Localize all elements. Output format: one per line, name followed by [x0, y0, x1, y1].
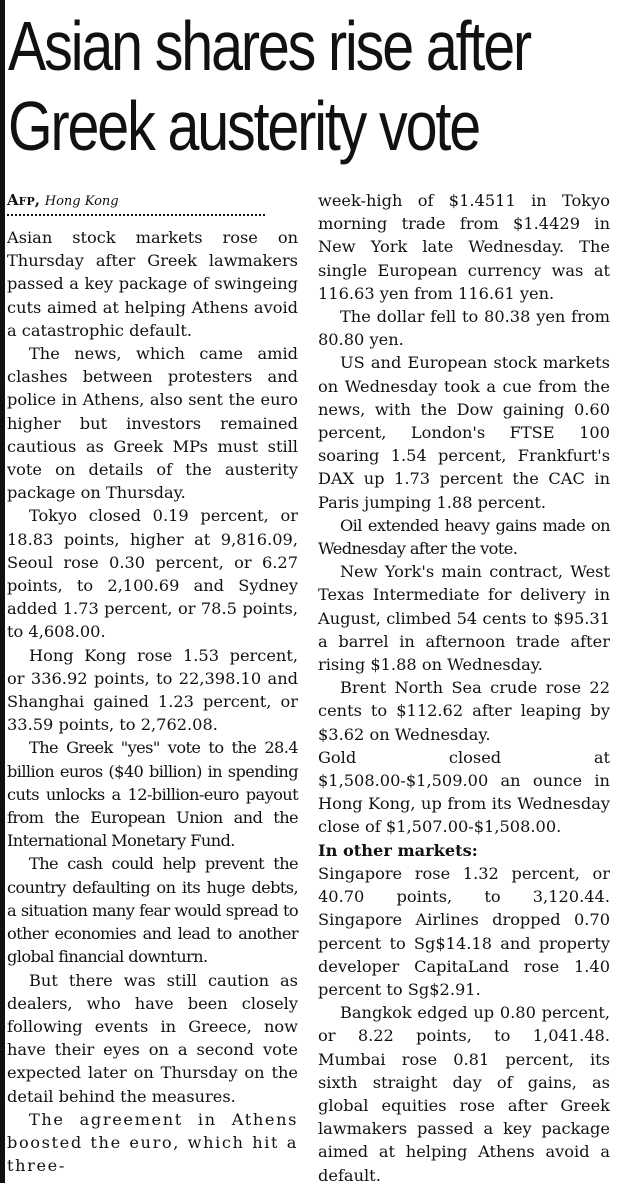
byline-place: Hong Kong: [44, 194, 119, 209]
paragraph: But there was still caution as dealers, who have been closely following events in Greece, now have their eyes on a second vote expected later on Thursday on the detail behind the measures.: [7, 970, 298, 1106]
paragraph-continued: week-high of $1.4511 in Tokyo morning trade from $1.4429 in New York late Wednesday. The single European currency was at 116.63 yen from 116.61 yen.: [318, 191, 610, 303]
paragraph: Singapore rose 1.32 percent, or 40.70 points, to 3,120.44. Singapore Airlines dropped 0.70 percent to Sg$14.18 and property developer CapitaLand rose 1.40 percent to Sg$2.91.: [318, 863, 610, 999]
paragraph: The cash could help prevent the country defaulting on its huge debts, a situation many fear would spread to other economies and lead to another global financial downturn.: [7, 854, 298, 967]
headline-line-2: Greek austerity vote: [8, 87, 480, 165]
subhead: In other markets:: [318, 840, 478, 860]
paragraph: The news, which came amid clashes between protesters and police in Athens, also sent the euro higher but investors remained cautious as Greek MPs must still vote on details of the austerity package on Thursday.: [7, 344, 298, 503]
paragraph: Gold closed at $1,508.00-$1,509.00 an ounce in Hong Kong, up from its Wednesday close of $1,507.00-$1,508.00.: [318, 747, 610, 837]
paragraph: Tokyo closed 0.19 percent, or 18.83 points, higher at 9,816.09, Seoul rose 0.30 percent, or 6.27 points, to 2,100.69 and Sydney added 1.73 percent, or 78.5 points, to 4,608.00.: [7, 506, 298, 642]
paragraph: New York's main contract, West Texas Intermediate for delivery in August, climbed 54 cents to $95.31 a barrel in afternoon trade after rising $1.88 on Wednesday.: [318, 562, 610, 675]
headline-line-1: Asian shares rise after: [8, 7, 531, 85]
paragraph: Oil extended heavy gains made on Wednesday after the vote.: [318, 515, 610, 559]
byline-divider: [7, 214, 265, 216]
headline: [8, 6, 531, 166]
byline-agency: Afp,: [7, 191, 40, 209]
paragraph: The Greek "yes" vote to the 28.4 billion euros ($40 billion) in spending cuts unlocks a 12-billion-euro payout from the European Union and the International Monetary Fund.: [7, 738, 298, 851]
paragraph: The agreement in Athens boosted the euro, which hit a three-: [7, 1109, 298, 1176]
page-edge-rule: [0, 0, 5, 1183]
byline: [7, 190, 298, 212]
article-column-1: [7, 190, 298, 1177]
paragraph: Hong Kong rose 1.53 percent, or 336.92 points, to 22,398.10 and Shanghai gained 1.23 percent, or 33.59 points, to 2,762.08.: [7, 645, 298, 735]
paragraph: Bangkok edged up 0.80 percent, or 8.22 points, to 1,041.48. Mumbai rose 0.81 percent, its sixth straight day of gains, as global equities rose after Greek lawmakers passed a key package aimed at helping Athens avoid a default.: [318, 1003, 610, 1185]
article-column-2: [318, 189, 610, 1187]
paragraph: The dollar fell to 80.38 yen from 80.80 yen.: [318, 307, 610, 350]
paragraph: US and European stock markets on Wednesday took a cue from the news, with the Dow gaining 0.60 percent, London's FTSE 100 soaring 1.54 percent, Frankfurt's DAX up 1.73 percent the CAC in Paris jumping 1.88 percent.: [318, 353, 610, 512]
paragraph: Asian stock markets rose on Thursday after Greek lawmakers passed a key package of swingeing cuts aimed at helping Athens avoid a catastrophic default.: [7, 228, 298, 340]
paragraph: Brent North Sea crude rose 22 cents to $112.62 after leaping by $3.62 on Wednesday.: [318, 678, 610, 744]
